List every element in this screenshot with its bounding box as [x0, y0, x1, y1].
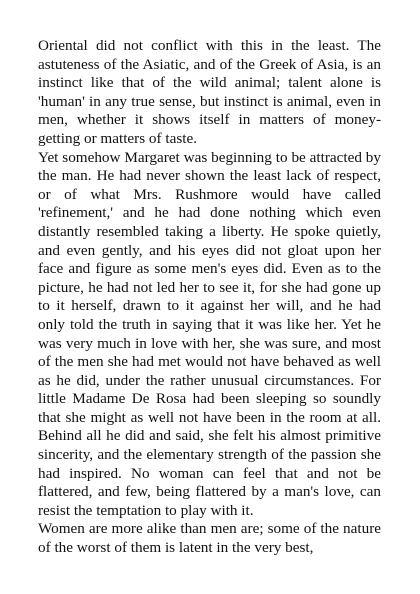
paragraph-3: Women are more alike than men are; some of the nature of the worst of them is latent in the very best, [38, 520, 381, 557]
paragraph-2: Yet somehow Margaret was beginning to be attracted by the man. He had never shown the least lack of respect, or of what Mrs. Rushmore would have called 'refinement,' and he had done nothing which even distantly resembled taking a liberty. He spoke quietly, and even gently, and his eyes did not gloat upon her face and figure as some men's eyes did. Even as to the picture, he had not led her to see it, for she had gone up to it herself, drawn to it against her will, and he had only told the truth in saying that it was like her. Yet he was very much in love with her, she was sure, and most of the men she had met would not have behaved as well as he did, under the rather unusual circumstances. For little Madame De Rosa had been sleeping so soundly that she might as well not have been in the room at all. Behind all he did and said, she felt his almost primitive sincerity, and the elementary strength of the passion she had inspired. No woman can feel that and not be flattered, and few, being flattered by a man's love, can resist the temptation to play with it. [38, 148, 381, 519]
paragraph-1: Oriental did not conflict with this in the least. The astuteness of the Asiatic, and of the Greek of Asia, is an instinct like that of the wild animal; talent alone is 'human' in any true sense, but instinct is animal, even in men, whether it shows itself in matters of money-getting or matters of taste. [38, 37, 381, 147]
page-text [38, 37, 381, 558]
